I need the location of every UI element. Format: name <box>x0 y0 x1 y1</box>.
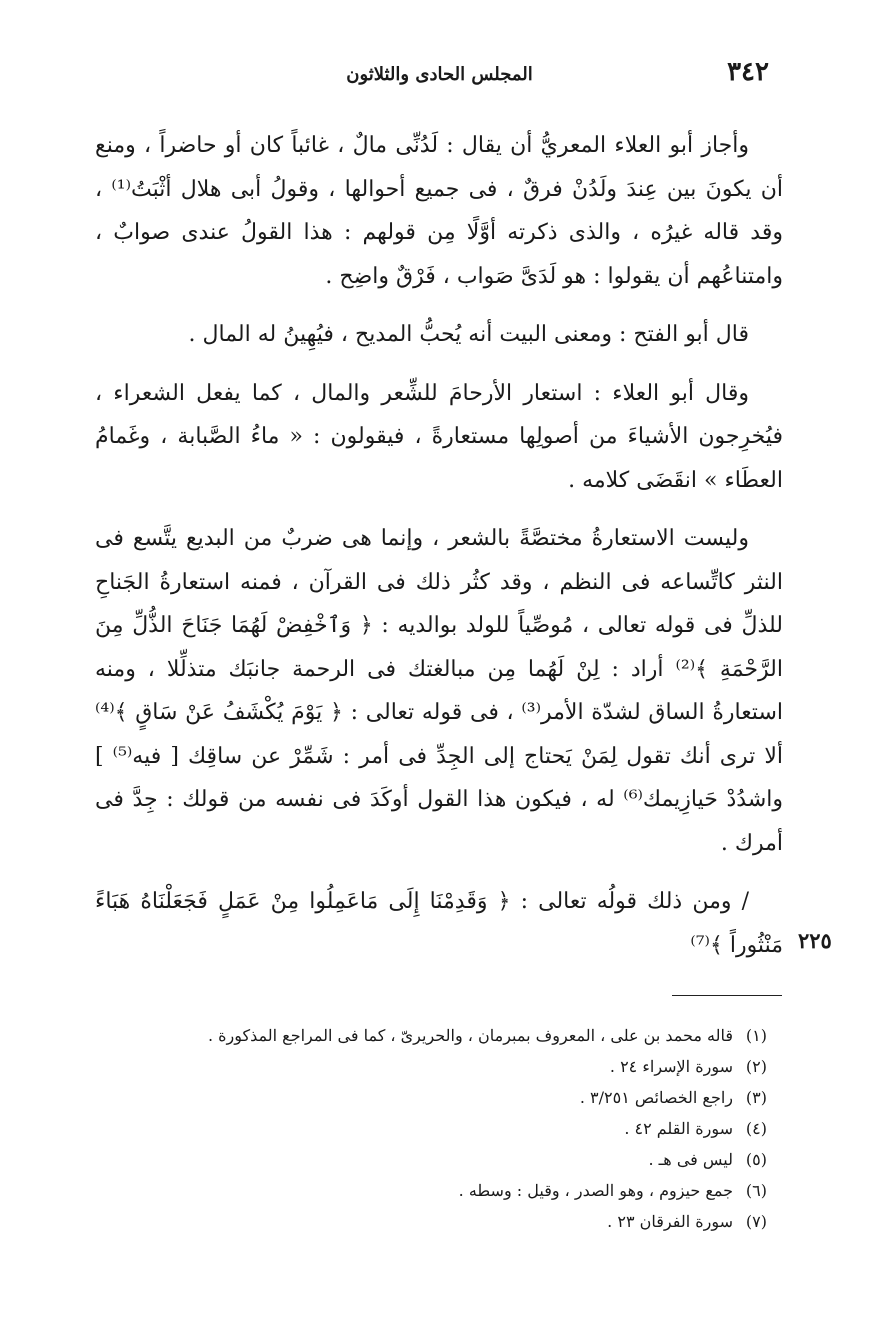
footnote-number: (٢) <box>745 1057 767 1076</box>
footnote-3 <box>107 1082 767 1113</box>
footnote-number: (٥) <box>745 1150 767 1169</box>
footnote-text: سورة الإسراء ٢٤ . <box>609 1057 733 1076</box>
paragraph-4: وليست الاستعارةُ مختصَّةً بالشعر ، وإنما هى ضربٌ من البديع يتَّسع فى النثر كاتِّساعه فى النظم ، وقد كثُر ذلك فى القرآن ، فمنه استعارةُ الجَناحِ للذلِّ فى قوله تعالى ، مُوصِّياً للولد بوالديه : ﴿ وَٱخْفِضْ لَهُمَا جَنَاحَ الذُّلِّ مِنَ الرَّحْمَةِ ﴾⁽²⁾ أراد : لِنْ لَهُما مِن مبالغتك فى الرحمة جانبَك متذلِّلا ، ومنه استعارةُ الساق لشدّة الأمر⁽³⁾ ، فى قوله تعالى : ﴿ يَوْمَ يُكْشَفُ عَنْ سَاقٍ ﴾⁽⁴⁾ ألا ترى أنك تقول لِمَنْ يَحتاج إلى الجِدِّ فى أمر : شَمِّرْ عن ساقِك [ فيه⁽⁵⁾ ] واشدُدْ حَيازِيمك⁽⁶⁾ له ، فيكون هذا القول أوكَدَ فى نفسه من قولك : جِدَّ فى أمرك . <box>95 526 784 856</box>
running-head: المجلس الحادى والثلاثون <box>346 64 533 85</box>
paragraph-5: / ومن ذلك قولُه تعالى : ﴿ وَقَدِمْنَا إِلَى مَاعَمِلُوا مِنْ عَمَلٍ فَجَعَلْنَاهُ هَبَاءً مَنْثُوراً ﴾⁽⁷⁾ <box>95 889 783 958</box>
footnote-1 <box>107 1020 767 1051</box>
paragraph-2: قال أبو الفتح : ومعنى البيت أنه يُحبُّ المديح ، فيُهِينُ له المال . <box>188 322 749 347</box>
footnote-text: ليس فى هـ . <box>648 1150 733 1169</box>
footnote-text: سورة القلم ٤٢ . <box>624 1119 733 1138</box>
paragraph-1: وأجاز أبو العلاء المعريُّ أن يقال : لَدُنِّى مالٌ ، غائباً كان أو حاضراً ، ومنع أن يكونَ بين عِندَ ولَدُنْ فرقٌ ، فى جميع أحوالها ، وقولُ أبى هلال أثْبَتُ⁽¹⁾ ، وقد قاله غيرُه ، والذى ذكرته أوَّلًا مِن قولهم : هذا القولُ عندى صوابٌ ، وامتناعُهم أن يقولوا : هو لَدَىَّ صَواب ، فَرْقٌ واضِح . <box>95 133 783 289</box>
paragraph-3: وقال أبو العلاء : استعار الأرحامَ للشِّعر والمال ، كما يفعل الشعراء ، فيُخرِجون الأشياءَ من أصولِها مستعارةً ، فيقولون : « ماءُ الصَّبابة ، وغَمامُ العطَاء » انقَضَى كلامه . <box>95 380 783 493</box>
footnotes <box>107 1020 767 1237</box>
footnote-text: راجع الخصائص ٣/٢٥١ . <box>579 1088 733 1107</box>
margin-number: ٢٢٥ <box>798 928 832 953</box>
footnote-6 <box>107 1175 767 1206</box>
footnote-number: (٤) <box>745 1119 767 1138</box>
footnote-number: (٦) <box>745 1181 767 1200</box>
page-header <box>60 52 819 92</box>
footnote-7 <box>107 1206 767 1237</box>
footnote-number: (٣) <box>745 1088 767 1107</box>
footnote-4 <box>107 1113 767 1144</box>
page-number: ٣٤٢ <box>727 57 769 87</box>
footnote-text: جمع حيزوم ، وهو الصدر ، وقيل : وسطه . <box>458 1181 733 1200</box>
footnote-text: سورة الفرقان ٢٣ . <box>607 1212 733 1231</box>
footnote-text: قاله محمد بن على ، المعروف بمبرمان ، والحريرىّ ، كما فى المراجع المذكورة . <box>207 1026 733 1045</box>
footnote-number: (١) <box>745 1026 767 1045</box>
footnote-divider <box>672 995 782 996</box>
footnote-number: (٧) <box>745 1212 767 1231</box>
main-text <box>95 124 783 982</box>
footnote-5 <box>107 1144 767 1175</box>
footnote-2 <box>107 1051 767 1082</box>
